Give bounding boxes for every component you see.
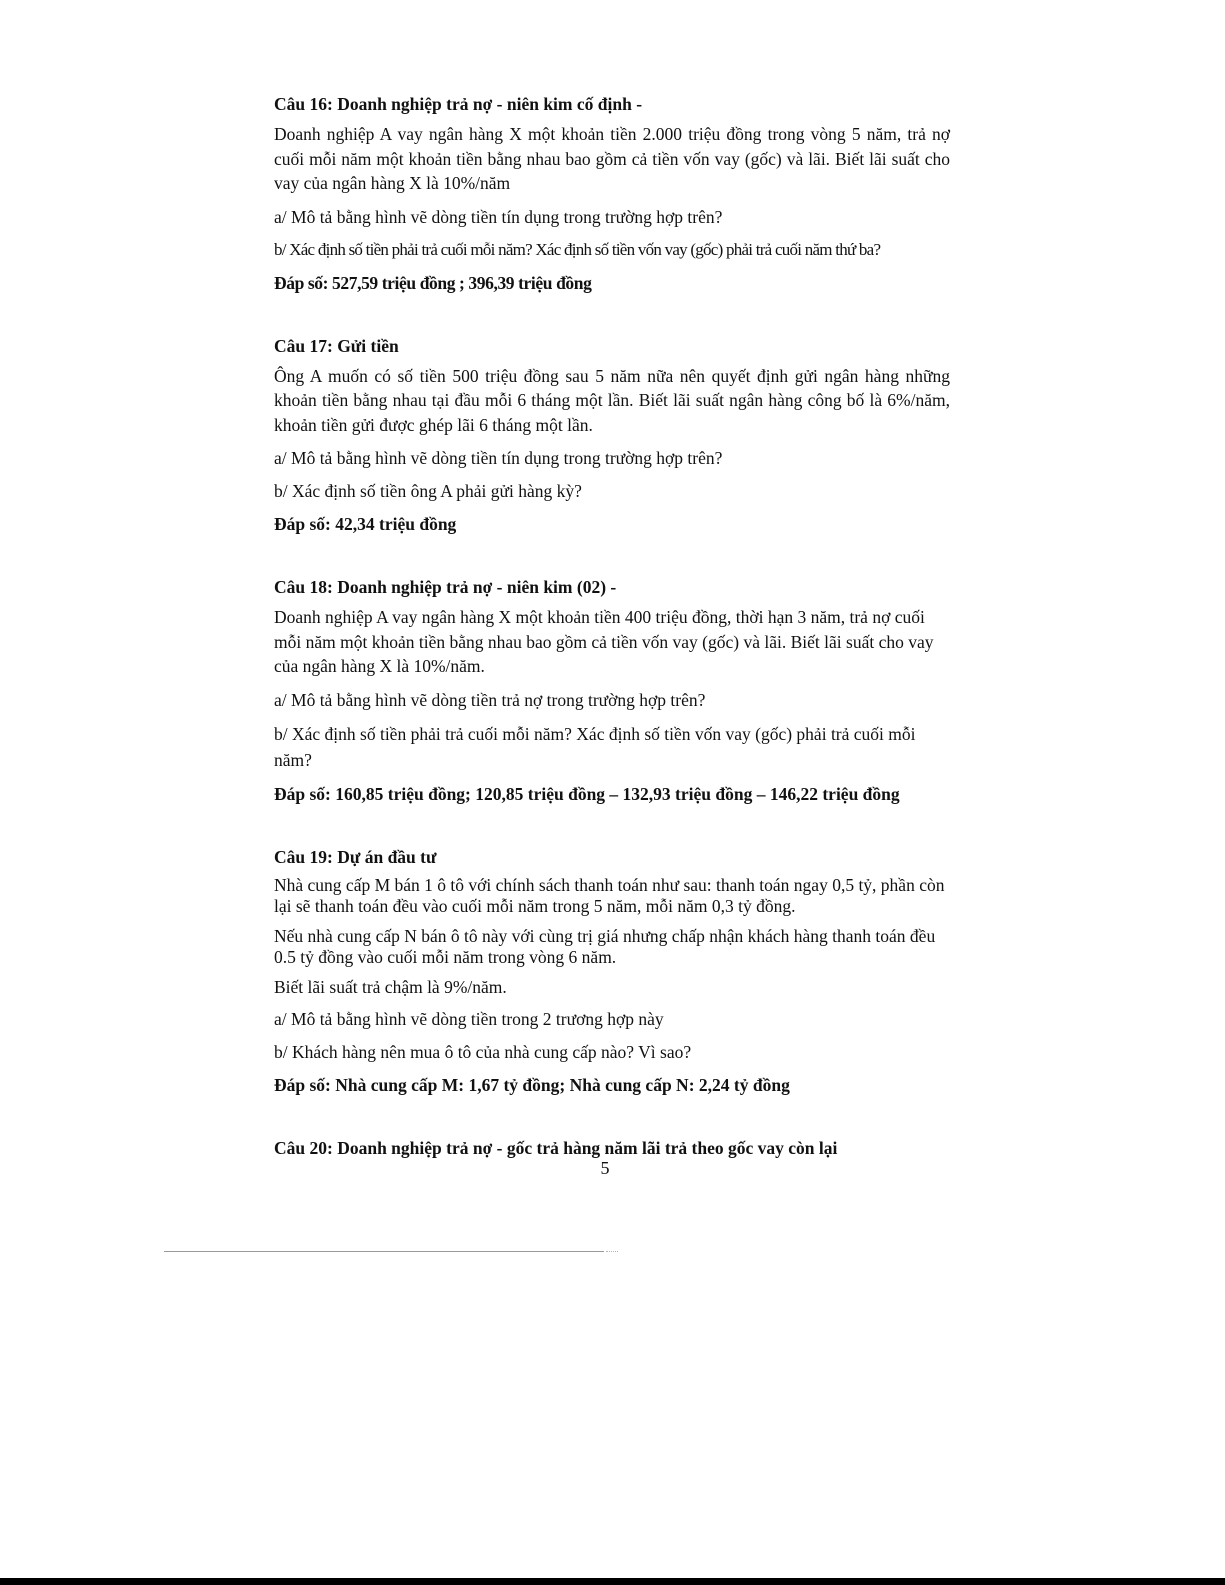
question-17-part-b: b/ Xác định số tiền ông A phải gửi hàng kỳ? [274, 481, 582, 501]
question-18 [274, 575, 950, 806]
question-20-heading: Câu 20: Doanh nghiệp trả nợ - gốc trả hàng năm lãi trả theo gốc vay còn lại [274, 1137, 838, 1158]
question-16-answer: Đáp số: 527,59 triệu đồng ; 396,39 triệu đồng [274, 272, 592, 293]
question-18-answer: Đáp số: 160,85 triệu đồng; 120,85 triệu đồng – 132,93 triệu đồng – 146,22 triệu đồng [274, 783, 900, 804]
question-17-heading: Câu 17: Gửi tiền [274, 335, 399, 356]
question-19-part-b: b/ Khách hàng nên mua ô tô của nhà cung cấp nào? Vì sao? [274, 1041, 692, 1062]
question-17-body: Ông A muốn có số tiền 500 triệu đồng sau 5 năm nữa nên quyết định gửi ngân hàng những khoản tiền bằng nhau tại đầu mỗi 6 tháng một lần. Biết lãi suất ngân hàng công bố là 6%/năm, khoản tiền gửi được ghép lãi 6 tháng một lần. [274, 365, 950, 435]
question-17-answer: Đáp số: 42,34 triệu đồng [274, 514, 457, 534]
question-17-part-a: a/ Mô tả bằng hình vẽ dòng tiền tín dụng trong trường hợp trên? [274, 448, 723, 468]
question-19-body-1: Nhà cung cấp M bán 1 ô tô với chính sách thanh toán như sau: thanh toán ngay 0,5 tỷ, phần còn lại sẽ thanh toán đều vào cuối mỗi năm trong 5 năm, mỗi năm 0,3 tỷ đồng. [274, 874, 945, 916]
question-18-heading: Câu 18: Doanh nghiệp trả nợ - niên kim (02) - [274, 577, 617, 597]
question-17 [274, 334, 950, 537]
question-16-part-b: b/ Xác định số tiền phải trả cuối mỗi năm? Xác định số tiền vốn vay (gốc) phải trả cuối năm thứ ba? [274, 239, 881, 259]
spacer [274, 806, 950, 845]
question-18-part-b: b/ Xác định số tiền phải trả cuối mỗi năm? Xác định số tiền vốn vay (gốc) phải trả cuối mỗi năm? [274, 723, 916, 770]
footer-divider [164, 1251, 604, 1252]
question-16-heading: Câu 16: Doanh nghiệp trả nợ - niên kim cố định - [274, 94, 643, 114]
page-content [274, 92, 950, 1166]
question-16 [274, 92, 950, 295]
question-19-body-2: Nếu nhà cung cấp N bán ô tô này với cùng trị giá nhưng chấp nhận khách hàng thanh toán đều 0.5 tỷ đồng vào cuối mỗi năm trong vòng 6 năm. [274, 925, 936, 967]
spacer [274, 536, 950, 575]
page-number: 5 [600, 1158, 610, 1178]
bottom-edge-bar [0, 1578, 1225, 1585]
question-18-body: Doanh nghiệp A vay ngân hàng X một khoản tiền 400 triệu đồng, thời hạn 3 năm, trả nợ cuối mỗi năm một khoản tiền bằng nhau bao gồm cả tiền vốn vay (gốc) và lãi. Biết lãi suất cho vay của ngân hàng X là 10%/năm. [274, 607, 934, 676]
question-19-body-3: Biết lãi suất trả chậm là 9%/năm. [274, 976, 507, 997]
footer-divider-tail [606, 1251, 618, 1252]
spacer [274, 295, 950, 334]
spacer [274, 1097, 950, 1136]
question-19-heading: Câu 19: Dự án đầu tư [274, 846, 437, 867]
question-19-part-a: a/ Mô tả bằng hình vẽ dòng tiền trong 2 trương hợp này [274, 1008, 664, 1029]
question-19 [274, 845, 950, 1097]
question-16-part-a: a/ Mô tả bằng hình vẽ dòng tiền tín dụng trong trường hợp trên? [274, 206, 723, 227]
question-16-body: Doanh nghiệp A vay ngân hàng X một khoản tiền 2.000 triệu đồng trong vòng 5 năm, trả nợ cuối mỗi năm một khoản tiền bằng nhau bao gồm cả tiền vốn vay (gốc) và lãi. Biết lãi suất cho vay của ngân hàng X là 10%/năm [274, 124, 950, 193]
question-18-part-a: a/ Mô tả bằng hình vẽ dòng tiền trả nợ trong trường hợp trên? [274, 689, 706, 710]
question-19-answer: Đáp số: Nhà cung cấp M: 1,67 tỷ đồng; Nhà cung cấp N: 2,24 tỷ đồng [274, 1074, 790, 1095]
